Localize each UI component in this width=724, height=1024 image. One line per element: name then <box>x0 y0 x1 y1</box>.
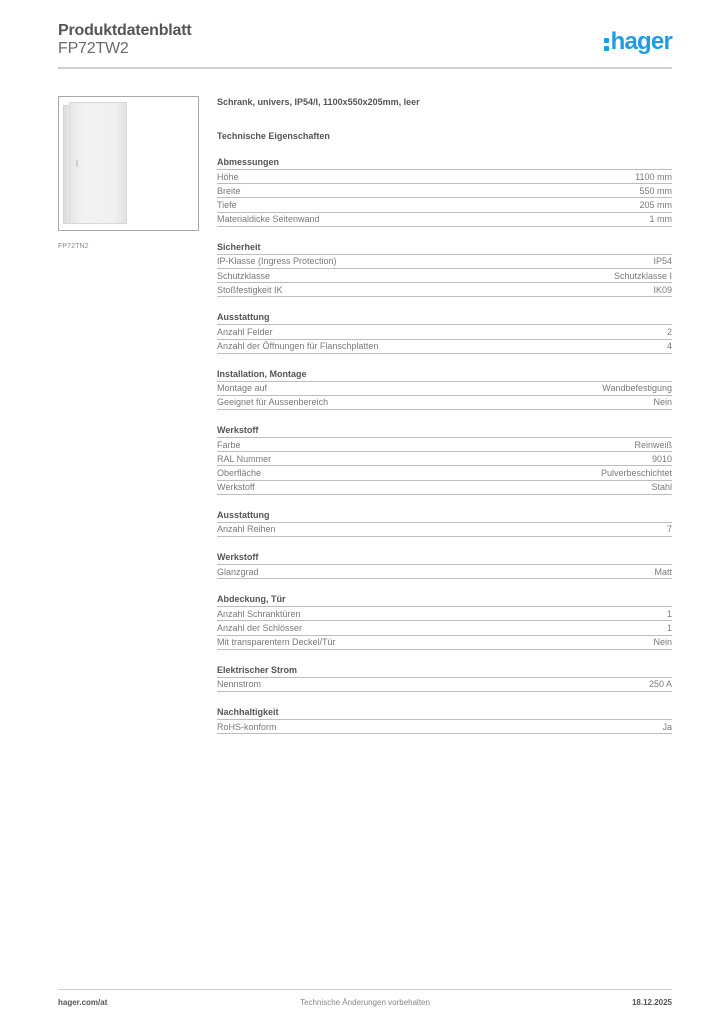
section-title: Ausstattung <box>217 509 672 523</box>
section-title: Elektrischer Strom <box>217 664 672 678</box>
spec-value: Nein <box>653 397 672 408</box>
section-title: Ausstattung <box>217 311 672 325</box>
spec-value: Matt <box>654 566 672 577</box>
spec-label: IP-Klasse (Ingress Protection) <box>217 256 337 267</box>
spec-label: Mit transparentem Deckel/Tür <box>217 637 336 648</box>
spec-section <box>217 156 672 227</box>
footer-date: 18.12.2025 <box>631 998 672 1007</box>
document-title: Produktdatenblatt <box>58 22 192 39</box>
spec-row <box>217 565 672 579</box>
spec-section <box>217 424 672 495</box>
spec-label: Tiefe <box>217 199 237 210</box>
spec-section <box>217 664 672 692</box>
spec-value: 9010 <box>651 453 672 464</box>
spec-label: Stoßfestigkeit IK <box>217 284 283 295</box>
spec-label: Oberfläche <box>217 468 262 479</box>
spec-value: Reinweiß <box>634 439 672 450</box>
section-title: Sicherheit <box>217 241 672 255</box>
spec-label: Breite <box>217 185 241 196</box>
spec-value: Wandbefestigung <box>602 383 672 394</box>
spec-row <box>217 481 672 495</box>
spec-row <box>217 213 672 227</box>
spec-row <box>217 255 672 269</box>
spec-value: 550 mm <box>639 185 672 196</box>
spec-label: Anzahl Reihen <box>217 524 276 535</box>
spec-value: 250 A <box>648 679 672 690</box>
spec-value: 1 <box>666 608 672 619</box>
spec-row <box>217 438 672 452</box>
spec-value: 1 mm <box>649 214 672 225</box>
spec-label: Werkstoff <box>217 482 255 493</box>
spec-row <box>217 382 672 396</box>
section-title: Installation, Montage <box>217 368 672 382</box>
spec-label: Anzahl Felder <box>217 326 273 337</box>
technical-properties-title: Technische Eigenschaften <box>217 131 330 141</box>
spec-row <box>217 269 672 283</box>
spec-section <box>217 706 672 734</box>
spec-value: 2 <box>666 326 672 337</box>
spec-label: Nennstrom <box>217 679 262 690</box>
footer-disclaimer: Technische Änderungen vorbehalten <box>300 998 430 1007</box>
spec-label: RAL Nummer <box>217 453 272 464</box>
spec-row <box>217 607 672 621</box>
cabinet-handle <box>76 160 78 167</box>
spec-row <box>217 170 672 184</box>
section-title: Abmessungen <box>217 156 672 170</box>
spec-value: Stahl <box>651 482 672 493</box>
section-title: Werkstoff <box>217 551 672 565</box>
spec-section <box>217 311 672 353</box>
spec-value: Nein <box>653 637 672 648</box>
spec-section <box>217 593 672 650</box>
spec-label: Materialdicke Seitenwand <box>217 214 320 225</box>
product-image <box>58 96 199 231</box>
spec-row <box>217 678 672 692</box>
spec-row <box>217 340 672 354</box>
spec-section <box>217 509 672 537</box>
page-footer <box>58 998 672 1010</box>
spec-label: Anzahl Schranktüren <box>217 608 301 619</box>
spec-label: Montage auf <box>217 383 268 394</box>
image-caption: FP72TN2 <box>58 243 89 250</box>
section-title: Werkstoff <box>217 424 672 438</box>
section-title: Nachhaltigkeit <box>217 706 672 720</box>
page-header <box>58 20 672 70</box>
spec-label: Höhe <box>217 171 239 182</box>
spec-sections <box>217 156 672 734</box>
spec-section <box>217 551 672 579</box>
spec-row <box>217 523 672 537</box>
header-divider <box>58 67 672 69</box>
spec-row <box>217 283 672 297</box>
spec-label: Farbe <box>217 439 241 450</box>
spec-value: IK09 <box>653 284 672 295</box>
footer-divider <box>58 989 672 990</box>
spec-row <box>217 198 672 212</box>
spec-section <box>217 241 672 298</box>
logo-colon-icon <box>604 38 609 51</box>
spec-value: Schutzklasse I <box>613 270 672 281</box>
spec-label: Schutzklasse <box>217 270 271 281</box>
section-title: Abdeckung, Tür <box>217 593 672 607</box>
spec-row <box>217 636 672 650</box>
spec-value: Pulverbeschichtet <box>600 468 672 479</box>
cabinet-icon <box>63 102 129 225</box>
spec-row <box>217 184 672 198</box>
spec-section <box>217 368 672 410</box>
spec-row <box>217 325 672 339</box>
spec-value: 205 mm <box>639 199 672 210</box>
spec-row <box>217 621 672 635</box>
spec-row <box>217 452 672 466</box>
spec-row <box>217 466 672 480</box>
spec-value: 1100 mm <box>635 171 672 182</box>
spec-label: Anzahl der Schlösser <box>217 622 303 633</box>
spec-row <box>217 720 672 734</box>
spec-label: Geeignet für Aussenbereich <box>217 397 329 408</box>
footer-website[interactable]: hager.com/at <box>58 998 108 1007</box>
product-details <box>217 96 672 734</box>
article-number: FP72TW2 <box>58 40 129 57</box>
spec-label: Anzahl der Öffnungen für Flanschplatten <box>217 341 379 352</box>
spec-value: 4 <box>666 341 672 352</box>
spec-value: 1 <box>666 622 672 633</box>
product-description: Schrank, univers, IP54/I, 1100x550x205mm, leer <box>217 97 420 107</box>
spec-value: Ja <box>662 721 672 732</box>
spec-value: 7 <box>666 524 672 535</box>
hager-logo <box>604 30 672 54</box>
spec-value: IP54 <box>653 256 672 267</box>
logo-text: hager <box>610 28 672 55</box>
spec-row <box>217 396 672 410</box>
spec-label: Glanzgrad <box>217 566 259 577</box>
spec-label: RoHS-konform <box>217 721 277 732</box>
